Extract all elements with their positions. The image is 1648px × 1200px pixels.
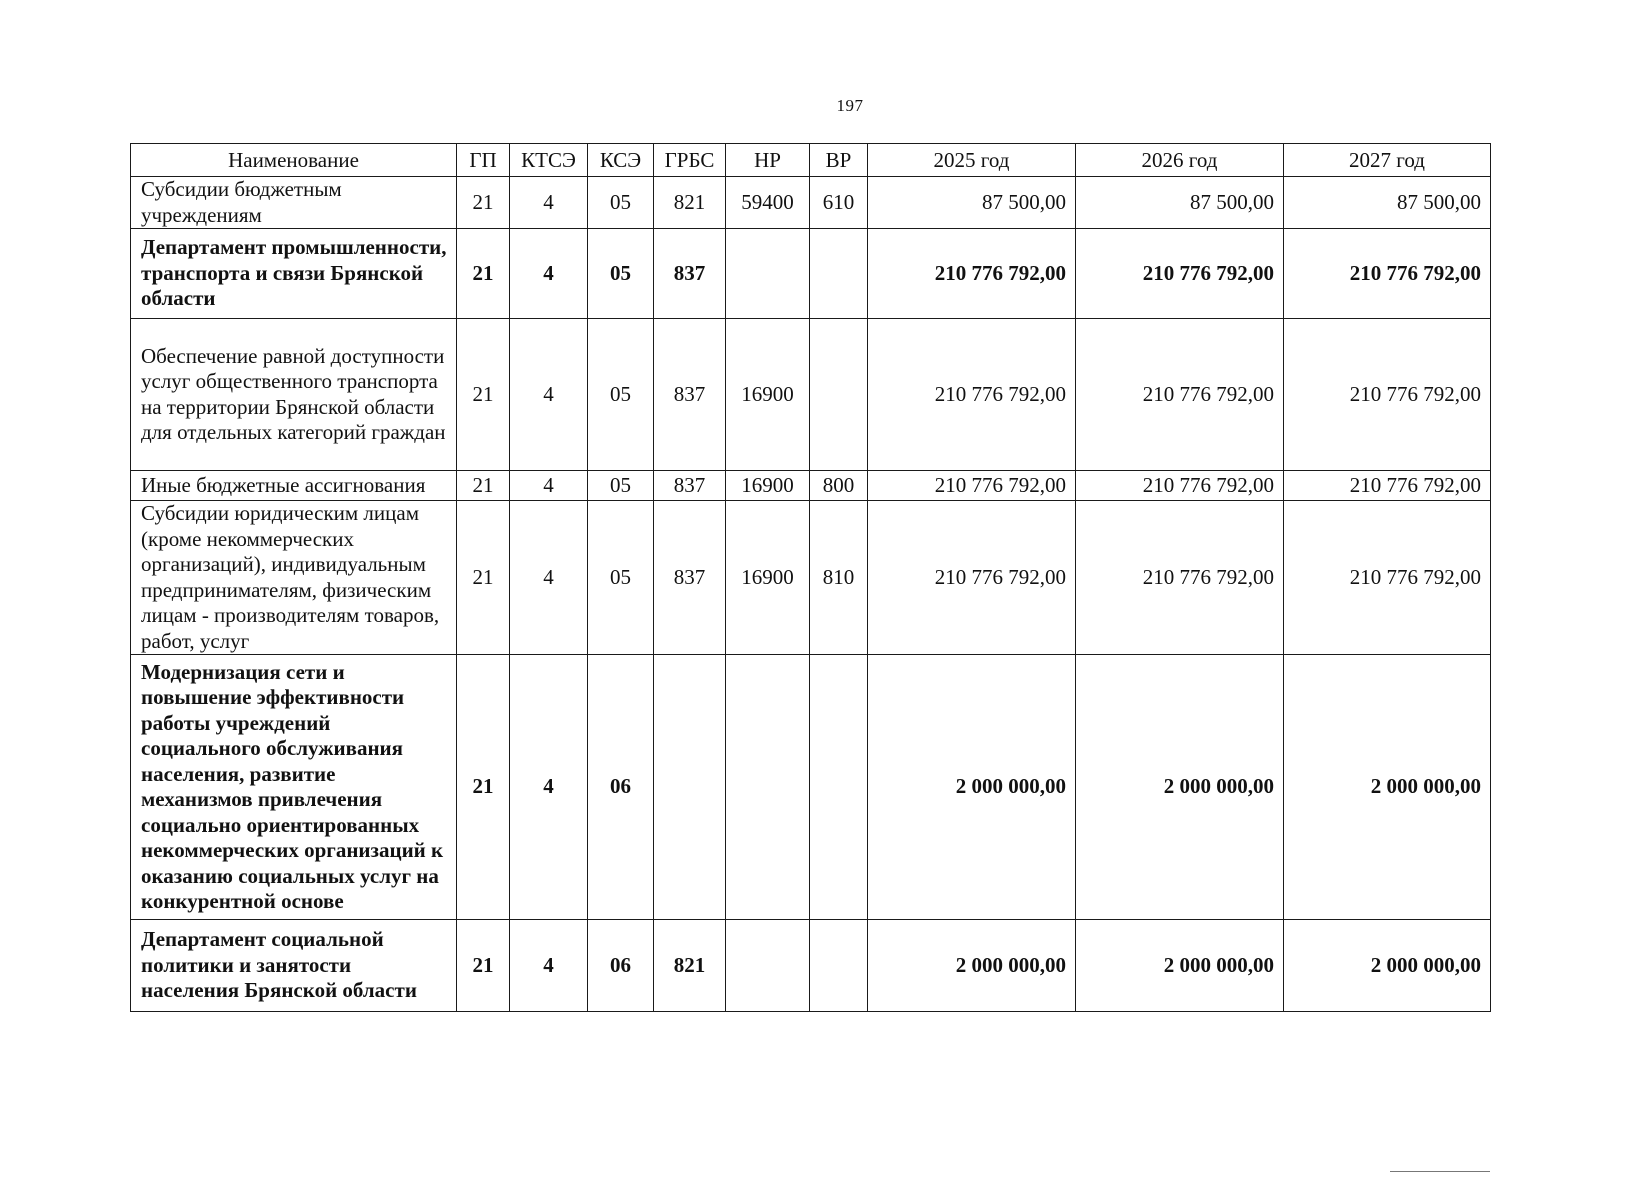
cell-kse: 05: [588, 471, 654, 501]
cell-kse: 06: [588, 655, 654, 920]
header-2025: 2025 год: [868, 144, 1076, 177]
cell-name: Обеспечение равной доступности услуг общественного транспорта на территории Брянской области для отдельных категорий граждан: [131, 319, 457, 471]
cell-name: Модернизация сети и повышение эффективности работы учреждений социального обслуживания населения, развитие механизмов привлечения социально ориентированных некоммерческих организаций к оказанию социальных услуг на конкурентной основе: [131, 655, 457, 920]
cell-ktse: 4: [510, 229, 588, 319]
cell-gp: 21: [457, 471, 510, 501]
cell-vr: 810: [810, 501, 868, 655]
cell-grbs: 837: [654, 501, 726, 655]
cell-2027: 210 776 792,00: [1284, 229, 1491, 319]
cell-gp: 21: [457, 177, 510, 229]
page-number: 197: [836, 96, 864, 115]
cell-name: Субсидии бюджетным учреждениям: [131, 177, 457, 229]
cell-nr: [726, 229, 810, 319]
cell-2026: 2 000 000,00: [1076, 655, 1284, 920]
cell-grbs: [654, 655, 726, 920]
cell-2027: 87 500,00: [1284, 177, 1491, 229]
header-vr: ВР: [810, 144, 868, 177]
cell-2026: 210 776 792,00: [1076, 471, 1284, 501]
table-header-row: [131, 144, 1491, 177]
cell-2026: 210 776 792,00: [1076, 229, 1284, 319]
table-row: [131, 501, 1491, 655]
cell-2027: 210 776 792,00: [1284, 319, 1491, 471]
table-row: [131, 920, 1491, 1012]
header-nr: НР: [726, 144, 810, 177]
cell-vr: [810, 655, 868, 920]
cell-grbs: 837: [654, 471, 726, 501]
cell-2025: 2 000 000,00: [868, 655, 1076, 920]
cell-2026: 87 500,00: [1076, 177, 1284, 229]
cell-ktse: 4: [510, 319, 588, 471]
cell-name: Департамент социальной политики и занятости населения Брянской области: [131, 920, 457, 1012]
table-row: [131, 319, 1491, 471]
cell-ktse: 4: [510, 177, 588, 229]
cell-vr: 610: [810, 177, 868, 229]
cell-kse: 05: [588, 229, 654, 319]
cell-ktse: 4: [510, 655, 588, 920]
cell-name: Департамент промышленности, транспорта и связи Брянской области: [131, 229, 457, 319]
cell-2025: 210 776 792,00: [868, 229, 1076, 319]
cell-2027: 2 000 000,00: [1284, 920, 1491, 1012]
cell-vr: [810, 920, 868, 1012]
cell-2026: 210 776 792,00: [1076, 319, 1284, 471]
table-row: [131, 655, 1491, 920]
cell-nr: [726, 920, 810, 1012]
header-name: Наименование: [131, 144, 457, 177]
cell-grbs: 821: [654, 920, 726, 1012]
cell-ktse: 4: [510, 501, 588, 655]
cell-gp: 21: [457, 501, 510, 655]
cell-kse: 06: [588, 920, 654, 1012]
cell-nr: 59400: [726, 177, 810, 229]
cell-name: Субсидии юридическим лицам (кроме некоммерческих организаций), индивидуальным предпринимателям, физическим лицам - производителям товаров, работ, услуг: [131, 501, 457, 655]
budget-table: [130, 143, 1491, 1012]
cell-2026: 2 000 000,00: [1076, 920, 1284, 1012]
cell-gp: 21: [457, 920, 510, 1012]
cell-vr: [810, 229, 868, 319]
cell-kse: 05: [588, 501, 654, 655]
cell-2025: 210 776 792,00: [868, 501, 1076, 655]
cell-kse: 05: [588, 177, 654, 229]
header-gp: ГП: [457, 144, 510, 177]
cell-gp: 21: [457, 655, 510, 920]
cell-gp: 21: [457, 319, 510, 471]
header-2027: 2027 год: [1284, 144, 1491, 177]
cell-ktse: 4: [510, 471, 588, 501]
header-ktse: КТСЭ: [510, 144, 588, 177]
table-row: [131, 177, 1491, 229]
cell-2025: 87 500,00: [868, 177, 1076, 229]
cell-ktse: 4: [510, 920, 588, 1012]
header-kse: КСЭ: [588, 144, 654, 177]
cell-nr: 16900: [726, 501, 810, 655]
header-2026: 2026 год: [1076, 144, 1284, 177]
cell-grbs: 821: [654, 177, 726, 229]
cell-2027: 2 000 000,00: [1284, 655, 1491, 920]
cell-2027: 210 776 792,00: [1284, 501, 1491, 655]
cell-2025: 210 776 792,00: [868, 471, 1076, 501]
table-row: [131, 471, 1491, 501]
cell-grbs: 837: [654, 229, 726, 319]
cell-2025: 2 000 000,00: [868, 920, 1076, 1012]
cell-nr: 16900: [726, 471, 810, 501]
cell-name: Иные бюджетные ассигнования: [131, 471, 457, 501]
cell-2027: 210 776 792,00: [1284, 471, 1491, 501]
scan-line-mark: [1390, 1171, 1490, 1172]
cell-kse: 05: [588, 319, 654, 471]
cell-nr: 16900: [726, 319, 810, 471]
cell-grbs: 837: [654, 319, 726, 471]
cell-vr: 800: [810, 471, 868, 501]
table-row: [131, 229, 1491, 319]
cell-2025: 210 776 792,00: [868, 319, 1076, 471]
cell-2026: 210 776 792,00: [1076, 501, 1284, 655]
cell-gp: 21: [457, 229, 510, 319]
cell-nr: [726, 655, 810, 920]
cell-vr: [810, 319, 868, 471]
header-grbs: ГРБС: [654, 144, 726, 177]
